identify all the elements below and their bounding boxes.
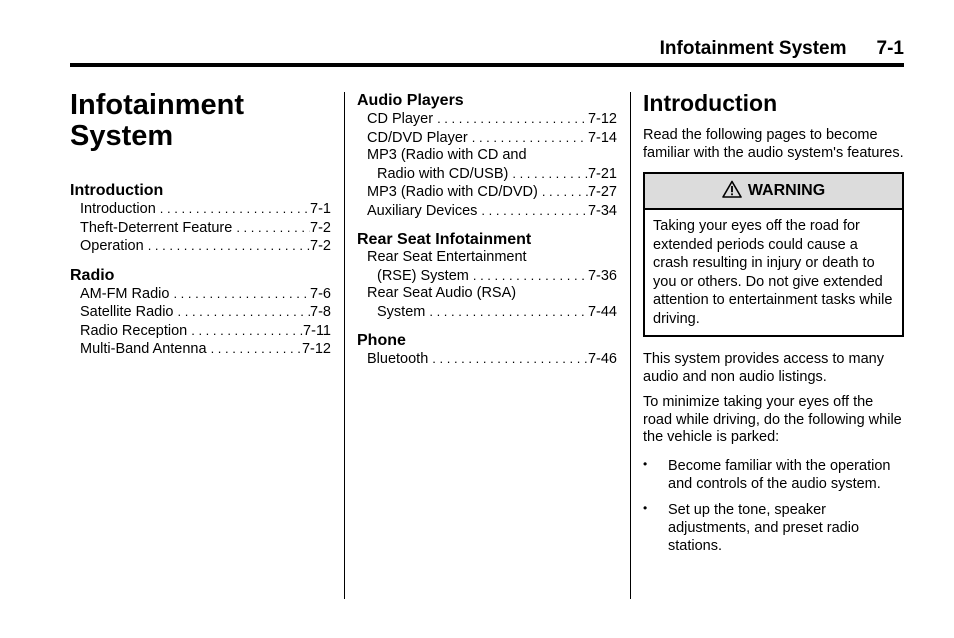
- toc-entry[interactable]: [70, 340, 331, 359]
- toc-entry-page: 7-1: [310, 201, 331, 217]
- toc-column-1: [70, 90, 331, 359]
- warning-label: WARNING: [747, 182, 826, 199]
- header-section-title: Infotainment System: [659, 38, 847, 59]
- toc-entry[interactable]: [70, 219, 331, 238]
- header-rule: [70, 63, 904, 67]
- toc-entry-page: 7-34: [587, 202, 617, 219]
- toc-entry[interactable]: [357, 110, 617, 129]
- toc-entry-page: 7-44: [587, 303, 617, 320]
- chapter-title-line1: Infotainment: [70, 89, 244, 121]
- dot-leader: [477, 202, 588, 220]
- toc-entry-label: Operation: [80, 238, 144, 254]
- toc-section-rear-seat: [357, 230, 617, 321]
- toc-entry[interactable]: [70, 322, 331, 341]
- toc-entry-label: Multi-Band Antenna: [80, 341, 207, 357]
- toc-entry[interactable]: [357, 147, 617, 183]
- toc-entry-label: Auxiliary Devices: [367, 202, 478, 219]
- column-divider: [344, 92, 345, 599]
- dot-leader: [469, 267, 588, 285]
- content-column: [643, 90, 904, 563]
- chapter-title-line2: System: [70, 120, 174, 152]
- toc-entry-label: Introduction: [80, 201, 156, 217]
- toc-entry-page: 7-12: [301, 341, 331, 357]
- toc-entry-page: 7-14: [587, 129, 617, 146]
- dot-leader: [232, 219, 310, 237]
- bullet-item: [643, 501, 904, 555]
- toc-heading: Audio Players: [357, 92, 464, 109]
- toc-entry-label: CD/DVD Player: [367, 129, 468, 146]
- toc-entry-label: CD Player: [367, 111, 434, 127]
- bullet-list: [643, 457, 904, 555]
- dot-leader: [187, 322, 303, 340]
- toc-entry[interactable]: [70, 237, 331, 256]
- toc-entry-page: 7-6: [310, 285, 331, 302]
- toc-entry-page: 7-21: [587, 165, 617, 182]
- toc-heading: Rear Seat Infotainment: [357, 231, 532, 248]
- chapter-title: [70, 90, 270, 152]
- body-paragraph: This system provides access to many audio and non audio listings.: [643, 351, 884, 385]
- toc-heading: Introduction: [70, 182, 164, 199]
- dot-leader: [428, 350, 588, 368]
- bullet-glyph: •: [643, 456, 648, 471]
- toc-entry[interactable]: [357, 350, 617, 369]
- warning-triangle-icon: [722, 180, 742, 203]
- dot-leader: [169, 285, 310, 303]
- bullet-text: Become familiar with the operation and controls of the audio system.: [668, 457, 891, 492]
- toc-entry[interactable]: [357, 129, 617, 148]
- toc-entry-page: 7-12: [587, 111, 617, 127]
- toc-entry-page: 7-46: [587, 351, 617, 367]
- toc-entry-page: 7-27: [587, 184, 617, 200]
- toc-entry-label: Rear Seat Audio (RSA): [367, 285, 517, 301]
- header-page-number: 7-1: [876, 38, 904, 59]
- section-title: Introduction: [643, 90, 778, 116]
- toc-entry-page: 7-8: [310, 304, 331, 320]
- bullet-glyph: •: [643, 500, 648, 515]
- dot-leader: [207, 340, 302, 358]
- toc-entry[interactable]: [357, 183, 617, 202]
- toc-entry-label-continued: Radio with CD/USB): [377, 165, 509, 182]
- toc-entry-label: Radio Reception: [80, 322, 188, 339]
- toc-entry-label-continued: System: [377, 303, 426, 320]
- toc-column-2: [357, 90, 617, 369]
- toc-heading: Radio: [70, 266, 115, 284]
- toc-entry-label: MP3 (Radio with CD and: [367, 147, 527, 163]
- toc-entry[interactable]: [70, 285, 331, 304]
- dot-leader: [508, 165, 588, 183]
- warning-header: [645, 174, 902, 210]
- toc-entry-label: MP3 (Radio with CD/DVD): [367, 184, 538, 200]
- column-divider: [630, 92, 631, 599]
- toc-entry-label: Satellite Radio: [80, 304, 174, 320]
- toc-entry[interactable]: [70, 200, 331, 219]
- toc-entry-page: 7-36: [587, 267, 617, 284]
- dot-leader: [174, 303, 311, 321]
- toc-section-introduction: [70, 181, 331, 256]
- dot-leader: [433, 110, 588, 128]
- toc-entry-label: Theft-Deterrent Feature: [80, 219, 233, 236]
- toc-entry-label: Rear Seat Entertainment: [367, 249, 527, 265]
- toc-entry[interactable]: [357, 285, 617, 321]
- toc-entry-page: 7-2: [310, 238, 331, 254]
- running-header: [660, 38, 904, 60]
- toc-section-radio: [70, 266, 331, 359]
- dot-leader: [156, 200, 310, 218]
- toc-section-audio-players: [357, 91, 617, 220]
- toc-entry[interactable]: [357, 249, 617, 285]
- toc-entry[interactable]: [357, 202, 617, 221]
- toc-entry[interactable]: [70, 303, 331, 322]
- toc-entry-page: 7-2: [310, 219, 331, 236]
- toc-entry-label: Bluetooth: [367, 351, 429, 367]
- toc-heading: Phone: [357, 332, 406, 349]
- dot-leader: [538, 183, 588, 201]
- toc-entry-page: 7-11: [303, 322, 331, 339]
- body-paragraph: To minimize taking your eyes off the road while driving, do the following while the vehicle is parked:: [643, 394, 902, 445]
- warning-text: Taking your eyes off the road for extended periods could cause a crash resulting in injury or death to you or others. Do not give extended attention to entertainment tasks while driving.: [653, 218, 893, 327]
- bullet-text: Set up the tone, speaker adjustments, and preset radio stations.: [668, 501, 860, 554]
- warning-box: [643, 172, 904, 337]
- intro-lead-paragraph: Read the following pages to become familiar with the audio system's features.: [643, 127, 904, 161]
- toc-entry-label: AM-FM Radio: [80, 285, 170, 302]
- dot-leader: [425, 303, 588, 321]
- bullet-item: [643, 457, 904, 493]
- toc-entry-label-continued: (RSE) System: [377, 267, 469, 284]
- dot-leader: [468, 129, 588, 147]
- toc-section-phone: [357, 331, 617, 369]
- dot-leader: [144, 237, 310, 255]
